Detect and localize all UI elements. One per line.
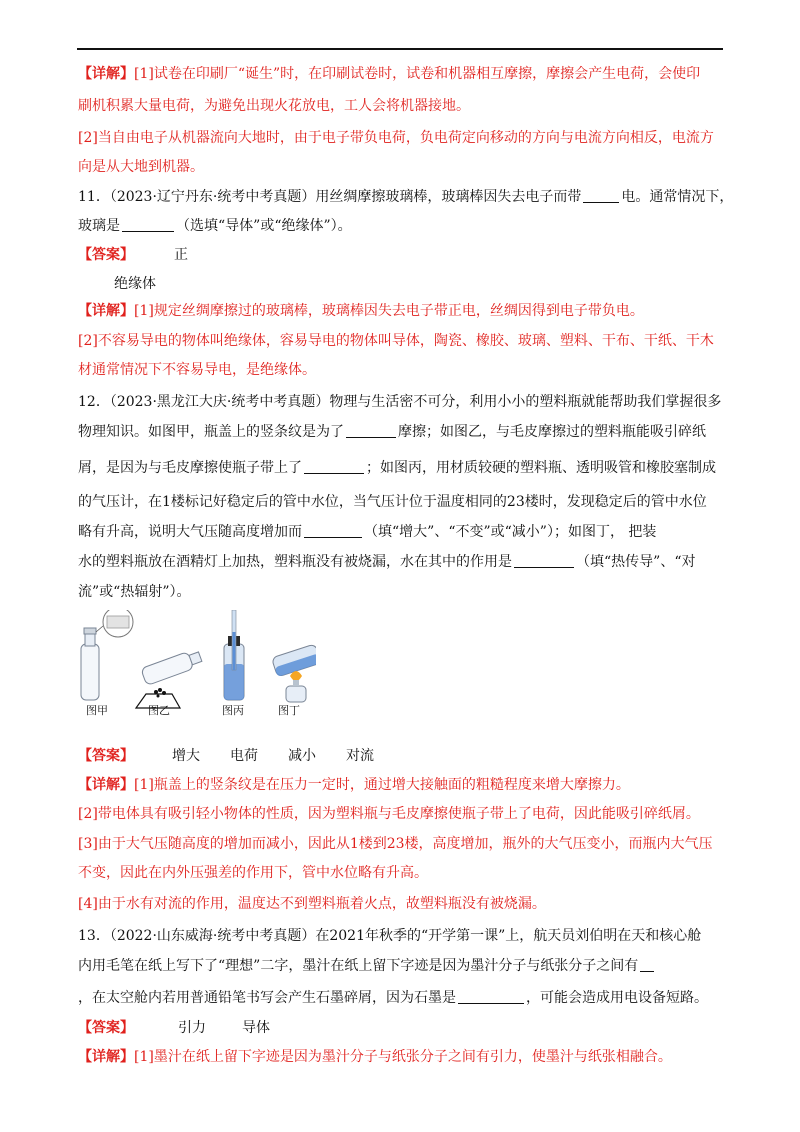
q12-text: 水的塑料瓶放在酒精灯上加热，塑料瓶没有被烧漏，水在其中的作用是 bbox=[78, 554, 512, 570]
q12-text: 略有升高，说明大气压随高度增加而 bbox=[78, 524, 302, 540]
text-line: [2]当自由电子从机器流向大地时，由于电子带负电荷，负电荷定向移动的方向与电流方向相反，电流方 bbox=[78, 130, 714, 146]
answer-value: 减小 bbox=[288, 748, 316, 764]
answer-blank bbox=[122, 217, 174, 232]
detail-text: [1]墨汁在纸上留下字迹是因为墨汁分子与纸张分子之间有引力，使墨汁与纸张相融合。 bbox=[134, 1049, 672, 1065]
q12-line bbox=[78, 552, 695, 572]
answer-blank bbox=[304, 459, 364, 474]
q13-line bbox=[78, 988, 708, 1008]
q12-detail: [4]由于水有对流的作用，温度达不到塑料瓶着火点，故塑料瓶没有被烧漏。 bbox=[78, 896, 546, 912]
answer-blank bbox=[640, 957, 654, 972]
q12-detail bbox=[78, 775, 630, 795]
q13-text: ，在太空舱内若用普通铅笔书写会产生石墨碎屑，因为石墨是 bbox=[78, 990, 456, 1006]
q12-text: （填“热传导”、“对 bbox=[576, 554, 696, 570]
q13-detail bbox=[78, 1047, 672, 1067]
caption-jia: 图甲 bbox=[86, 704, 108, 717]
q11-answer bbox=[78, 245, 188, 265]
q13-text: 内用毛笔在纸上写下了“理想”二字，墨汁在纸上留下字迹是因为墨汁分子与纸张分子之间有 bbox=[78, 958, 639, 974]
q12-line: 的气压计，在1楼标记好稳定后的管中水位，当气压计位于温度相同的23楼时，发现稳定后的管中水位 bbox=[78, 494, 707, 510]
q12-detail: [2]带电体具有吸引轻小物体的性质，因为塑料瓶与毛皮摩擦使瓶子带上了电荷，因此能吸引碎纸屑。 bbox=[78, 806, 700, 822]
q12-text: 物理知识。如图甲，瓶盖上的竖条纹是为了 bbox=[78, 424, 344, 440]
q11-answer2: 绝缘体 bbox=[114, 276, 156, 292]
q12-text: 屑，是因为与毛皮摩擦使瓶子带上了 bbox=[78, 460, 302, 476]
answer-value: 引力 bbox=[178, 1020, 206, 1036]
text-line bbox=[78, 64, 700, 84]
answer-blank bbox=[304, 523, 362, 538]
bottle-figures bbox=[76, 610, 316, 720]
bottle-bing-icon bbox=[224, 610, 244, 700]
header-rule bbox=[77, 48, 723, 50]
q12-detail: [3]由于大气压随高度的增加而减小，因此从1楼到23楼，高度增加，瓶外的大气压变小，而瓶内大气压 bbox=[78, 836, 713, 852]
q11-text: 11．（2023·辽宁丹东·统考中考真题）用丝绸摩擦玻璃棒，玻璃棒因失去电子而带 bbox=[78, 189, 582, 205]
q12-answer bbox=[78, 746, 374, 766]
answer-value: 增大 bbox=[172, 748, 200, 764]
answer-blank bbox=[514, 553, 574, 568]
caption-ding: 图丁 bbox=[278, 704, 300, 717]
q11-detail: 材通常情况下不容易导电，是绝缘体。 bbox=[78, 362, 316, 378]
bottle-jia-icon bbox=[81, 610, 133, 700]
text-line: 刷机积累大量电荷，为避免出现火花放电，工人会将机器接地。 bbox=[78, 98, 470, 114]
answer-tag: 【答案】 bbox=[78, 1020, 134, 1036]
text-line: 向是从大地到机器。 bbox=[78, 159, 204, 175]
q12-line: 流”或“热辐射”）。 bbox=[78, 584, 191, 600]
detail-text: [1]规定丝绸摩擦过的玻璃棒，玻璃棒因失去电子带正电，丝绸因得到电子带负电。 bbox=[134, 303, 644, 319]
answer-blank bbox=[346, 423, 396, 438]
answer-value: 对流 bbox=[346, 748, 374, 764]
answer-tag: 【答案】 bbox=[78, 748, 134, 764]
q11-text: 玻璃是 bbox=[78, 218, 120, 234]
q11-text: 电。通常情况下， bbox=[621, 189, 734, 205]
q13-text: ，可能会造成用电设备短路。 bbox=[526, 990, 708, 1006]
q11-line1 bbox=[78, 187, 733, 207]
q11-detail: [2]不容易导电的物体叫绝缘体，容易导电的物体叫导体，陶瓷、橡胶、玻璃、塑料、干布、干纸、干木 bbox=[78, 333, 714, 349]
detail-tag: 【详解】 bbox=[78, 303, 134, 319]
q12-line bbox=[78, 522, 656, 542]
detail-tag: 【详解】 bbox=[78, 66, 134, 82]
caption-yi: 图乙 bbox=[148, 704, 170, 717]
q12-detail: 不变，因此在内外压强差的作用下，管中水位略有升高。 bbox=[78, 865, 428, 881]
bottle-ding-icon bbox=[271, 644, 316, 702]
q13-answer bbox=[78, 1018, 270, 1038]
q12-text: ；如图丙，用材质较硬的塑料瓶、透明吸管和橡胶塞制成 bbox=[366, 460, 716, 476]
answer-tag: 【答案】 bbox=[78, 247, 134, 263]
answer-value: 正 bbox=[174, 247, 188, 263]
detail-text: [1]试卷在印刷厂“诞生”时，在印刷试卷时，试卷和机器相互摩擦，摩擦会产生电荷，会使印 bbox=[134, 66, 701, 82]
q11-line2 bbox=[78, 216, 352, 236]
bottle-yi-icon bbox=[136, 648, 203, 708]
answer-value: 导体 bbox=[242, 1020, 270, 1036]
q12-text: 摩擦；如图乙，与毛皮摩擦过的塑料瓶能吸引碎纸 bbox=[398, 424, 706, 440]
detail-tag: 【详解】 bbox=[78, 1049, 134, 1065]
detail-tag: 【详解】 bbox=[78, 777, 134, 793]
q13-line: 13．（2022·山东威海·统考中考真题）在2021年秋季的“开学第一课”上，航天员刘伯明在天和核心舱 bbox=[78, 928, 702, 944]
q12-line bbox=[78, 458, 716, 478]
detail-text: [1]瓶盖上的竖条纹是在压力一定时，通过增大接触面的粗糙程度来增大摩擦力。 bbox=[134, 777, 630, 793]
caption-bing: 图丙 bbox=[222, 704, 244, 717]
q13-line bbox=[78, 956, 656, 976]
q12-text: （填“增大”、“不变”或“减小”）；如图丁， 把装 bbox=[364, 524, 657, 540]
q11-text: （选填“导体”或“绝缘体”）。 bbox=[176, 218, 352, 234]
q11-detail bbox=[78, 301, 644, 321]
answer-blank bbox=[583, 188, 619, 203]
q12-line: 12．（2023·黑龙江大庆·统考中考真题）物理与生活密不可分，利用小小的塑料瓶就能帮助我们掌握很多 bbox=[78, 394, 722, 410]
answer-value: 电荷 bbox=[230, 748, 258, 764]
q12-line bbox=[78, 422, 706, 442]
answer-blank bbox=[458, 989, 524, 1004]
